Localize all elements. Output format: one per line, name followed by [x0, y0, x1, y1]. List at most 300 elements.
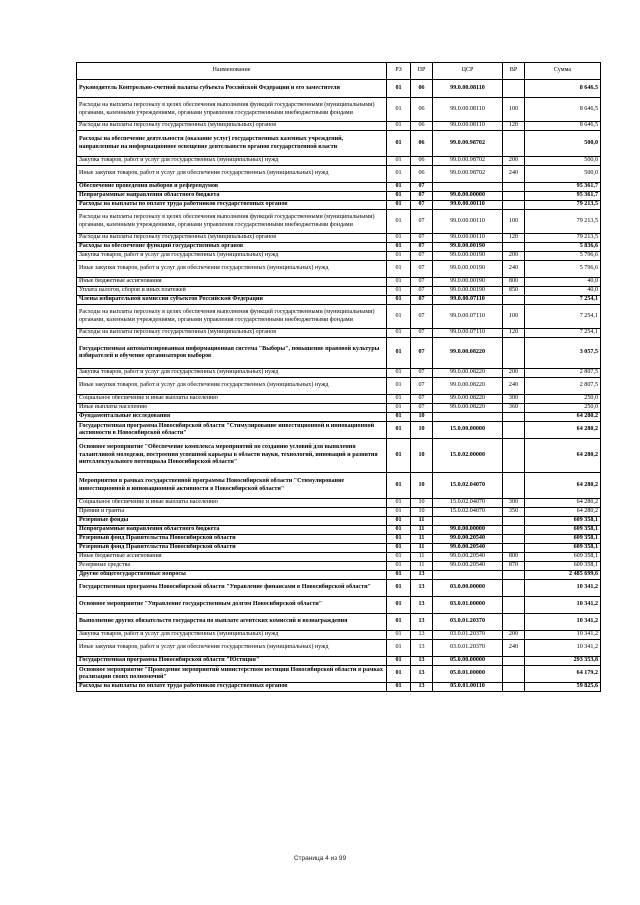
cell-name: Расходы на выплаты персоналу в целях обеспечения выполнения функций государственными (муниципальными) органами, казенными учреждениями, органами управления государственными внебюджетными фондами [77, 98, 387, 122]
cell-csr: 99.0.00.00000 [433, 526, 503, 535]
cell-csr: 03.0.01.00000 [433, 597, 503, 614]
cell-sum: 10 341,2 [525, 597, 601, 614]
page-number: Страница 4 из 99 [293, 855, 347, 862]
cell-csr [433, 183, 503, 192]
cell-name: Основное мероприятие "Проведение мероприятий министерством юстиции Новосибирской области в рамках реализации своих полномочий" [77, 666, 387, 683]
cell-csr: 99.0.00.08220 [433, 404, 503, 413]
cell-sum: 95 361,7 [525, 183, 601, 192]
cell-rz: 01 [387, 98, 411, 122]
cell-name: Иные закупки товаров, работ и услуг для обеспечения государственных (муниципальных) нужд [77, 378, 387, 395]
cell-pr: 06 [411, 157, 433, 166]
cell-sum: 2 485 699,6 [525, 571, 601, 580]
table-row [77, 378, 601, 395]
cell-sum: 609 358,1 [525, 562, 601, 571]
cell-name: Руководитель Контрольно-счетной палаты субъекта Российской Федерации и его заместители [77, 80, 387, 98]
table-row [77, 234, 601, 243]
cell-pr: 13 [411, 631, 433, 640]
cell-csr: 99.0.00.00190 [433, 243, 503, 252]
cell-sum: 293 353,8 [525, 657, 601, 666]
cell-vr [503, 192, 525, 201]
cell-rz: 01 [387, 473, 411, 499]
table-row [77, 631, 601, 640]
table-row [77, 122, 601, 131]
cell-name: Непрограммные направления областного бюджета [77, 526, 387, 535]
cell-csr: 99.0.00.20540 [433, 562, 503, 571]
cell-pr: 11 [411, 526, 433, 535]
cell-vr: 800 [503, 278, 525, 287]
cell-vr [503, 338, 525, 369]
cell-csr: 03.0.00.00000 [433, 580, 503, 597]
cell-pr: 07 [411, 369, 433, 378]
table-row [77, 296, 601, 305]
cell-sum: 79 213,5 [525, 201, 601, 210]
cell-name: Резервные фонды [77, 517, 387, 526]
table-row [77, 597, 601, 614]
cell-csr: 03.0.01.20370 [433, 614, 503, 631]
cell-vr: 100 [503, 305, 525, 329]
cell-sum: 609 358,1 [525, 553, 601, 562]
table-row [77, 508, 601, 517]
cell-vr: 800 [503, 553, 525, 562]
cell-sum: 5 796,6 [525, 252, 601, 261]
cell-rz: 01 [387, 553, 411, 562]
cell-rz: 01 [387, 243, 411, 252]
cell-pr: 13 [411, 683, 433, 692]
cell-vr: 240 [503, 166, 525, 183]
cell-sum: 10 341,2 [525, 614, 601, 631]
cell-pr: 07 [411, 261, 433, 278]
cell-name: Иные закупки товаров, работ и услуг для обеспечения государственных (муниципальных) нужд [77, 261, 387, 278]
cell-name: Выполнение других обязательств государства по выплате агентских комиссий и вознаграждения [77, 614, 387, 631]
cell-rz: 01 [387, 683, 411, 692]
cell-csr: 99.0.00.20540 [433, 553, 503, 562]
cell-rz: 01 [387, 252, 411, 261]
cell-rz: 01 [387, 329, 411, 338]
table-row [77, 544, 601, 553]
table-row [77, 614, 601, 631]
cell-sum: 64 179,2 [525, 666, 601, 683]
table-row [77, 499, 601, 508]
cell-rz: 01 [387, 183, 411, 192]
cell-pr: 06 [411, 166, 433, 183]
cell-pr: 07 [411, 329, 433, 338]
table-row [77, 210, 601, 234]
cell-name: Расходы на выплаты персоналу в целях обеспечения выполнения функций государственными (муниципальными) органами, казенными учреждениями, органами управления государственными внебюджетными фондами [77, 210, 387, 234]
cell-pr: 06 [411, 80, 433, 98]
cell-name: Члены избирательной комиссии субъектов Российской Федерации [77, 296, 387, 305]
cell-vr [503, 666, 525, 683]
cell-name: Другие общегосударственные вопросы [77, 571, 387, 580]
cell-csr: 99.0.00.00110 [433, 234, 503, 243]
table-row [77, 157, 601, 166]
cell-pr: 10 [411, 508, 433, 517]
cell-name: Закупка товаров, работ и услуг для государственных (муниципальных) нужд [77, 369, 387, 378]
cell-vr: 100 [503, 210, 525, 234]
cell-sum: 64 280,2 [525, 413, 601, 422]
cell-name: Мероприятия в рамках государственной программы Новосибирской области "Стимулирование инвестиционной и инновационной активности в Новосибирской области" [77, 473, 387, 499]
cell-rz: 01 [387, 439, 411, 473]
cell-name: Расходы на выплаты по оплате труда работников государственных органов [77, 683, 387, 692]
cell-sum: 8 646,5 [525, 98, 601, 122]
cell-pr: 07 [411, 395, 433, 404]
cell-pr: 11 [411, 535, 433, 544]
cell-name: Расходы на выплаты по оплате труда работников государственных органов [77, 201, 387, 210]
cell-vr [503, 580, 525, 597]
cell-vr: 120 [503, 329, 525, 338]
cell-sum: 2 807,5 [525, 369, 601, 378]
cell-vr [503, 243, 525, 252]
cell-rz: 01 [387, 378, 411, 395]
cell-rz: 01 [387, 404, 411, 413]
cell-sum: 10 341,2 [525, 640, 601, 657]
cell-rz: 01 [387, 657, 411, 666]
cell-pr: 10 [411, 413, 433, 422]
cell-sum: 7 254,1 [525, 296, 601, 305]
cell-name: Расходы на выплаты персоналу в целях обеспечения выполнения функций государственными (муниципальными) органами, казенными учреждениями, органами управления государственными внебюджетными фондами [77, 305, 387, 329]
cell-rz: 01 [387, 157, 411, 166]
cell-rz: 01 [387, 305, 411, 329]
cell-rz: 01 [387, 517, 411, 526]
cell-pr: 07 [411, 210, 433, 234]
cell-rz: 01 [387, 614, 411, 631]
cell-csr: 99.0.00.08220 [433, 395, 503, 404]
table-row [77, 80, 601, 98]
cell-rz: 01 [387, 544, 411, 553]
cell-pr: 07 [411, 404, 433, 413]
cell-rz: 01 [387, 192, 411, 201]
cell-csr: 99.0.00.08220 [433, 338, 503, 369]
cell-rz: 01 [387, 535, 411, 544]
table-row [77, 395, 601, 404]
cell-vr: 200 [503, 631, 525, 640]
cell-pr: 11 [411, 517, 433, 526]
cell-vr: 200 [503, 157, 525, 166]
cell-rz: 01 [387, 508, 411, 517]
cell-pr: 06 [411, 122, 433, 131]
cell-rz: 01 [387, 338, 411, 369]
cell-sum: 7 254,1 [525, 305, 601, 329]
cell-rz: 01 [387, 278, 411, 287]
cell-rz: 01 [387, 234, 411, 243]
cell-pr: 11 [411, 562, 433, 571]
cell-csr: 99.0.00.00110 [433, 210, 503, 234]
cell-name: Иные бюджетные ассигнования [77, 553, 387, 562]
cell-rz: 01 [387, 122, 411, 131]
cell-rz: 01 [387, 666, 411, 683]
cell-vr [503, 80, 525, 98]
cell-vr [503, 131, 525, 157]
cell-name: Закупка товаров, работ и услуг для государственных (муниципальных) нужд [77, 631, 387, 640]
cell-rz: 01 [387, 131, 411, 157]
cell-rz: 01 [387, 413, 411, 422]
table-row [77, 287, 601, 296]
cell-sum: 609 358,1 [525, 535, 601, 544]
header-vr: ВР [503, 63, 525, 80]
cell-vr [503, 683, 525, 692]
cell-rz: 01 [387, 422, 411, 439]
cell-vr: 360 [503, 404, 525, 413]
cell-sum: 40,0 [525, 278, 601, 287]
table-row [77, 640, 601, 657]
cell-pr: 13 [411, 666, 433, 683]
cell-csr: 99.0.00.07110 [433, 296, 503, 305]
cell-rz: 01 [387, 166, 411, 183]
cell-csr: 05.0.01.00110 [433, 683, 503, 692]
cell-pr: 07 [411, 234, 433, 243]
cell-name: Иные закупки товаров, работ и услуг для обеспечения государственных (муниципальных) нужд [77, 640, 387, 657]
table-row [77, 338, 601, 369]
table-header-row [77, 63, 601, 80]
cell-csr [433, 413, 503, 422]
table-row [77, 657, 601, 666]
cell-sum: 8 646,5 [525, 80, 601, 98]
cell-vr [503, 571, 525, 580]
cell-pr: 13 [411, 640, 433, 657]
cell-name: Иные выплаты населению [77, 404, 387, 413]
cell-csr: 99.0.00.07110 [433, 305, 503, 329]
table-row [77, 183, 601, 192]
header-sum: Сумма [525, 63, 601, 80]
cell-csr: 99.0.00.00190 [433, 261, 503, 278]
cell-csr [433, 571, 503, 580]
cell-csr: 15.0.02.04070 [433, 499, 503, 508]
cell-sum: 3 057,5 [525, 338, 601, 369]
cell-vr: 350 [503, 508, 525, 517]
cell-vr [503, 535, 525, 544]
cell-vr [503, 201, 525, 210]
cell-sum: 609 358,1 [525, 517, 601, 526]
cell-sum: 250,0 [525, 395, 601, 404]
cell-rz: 01 [387, 296, 411, 305]
cell-vr [503, 657, 525, 666]
header-pr: ПР [411, 63, 433, 80]
cell-csr: 99.0.00.08110 [433, 80, 503, 98]
cell-pr: 07 [411, 252, 433, 261]
table-row [77, 252, 601, 261]
cell-csr: 99.0.00.98702 [433, 131, 503, 157]
cell-pr: 13 [411, 571, 433, 580]
cell-pr: 06 [411, 131, 433, 157]
table-row [77, 526, 601, 535]
cell-pr: 07 [411, 243, 433, 252]
cell-csr: 15.0.02.04070 [433, 473, 503, 499]
cell-csr: 99.0.00.00110 [433, 201, 503, 210]
cell-name: Государственная программа Новосибирской области "Управление финансами в Новосибирской области" [77, 580, 387, 597]
cell-sum: 609 358,1 [525, 526, 601, 535]
cell-pr: 13 [411, 580, 433, 597]
cell-pr: 07 [411, 201, 433, 210]
cell-csr: 99.0.00.98702 [433, 166, 503, 183]
cell-pr: 06 [411, 98, 433, 122]
table-row [77, 413, 601, 422]
cell-pr: 07 [411, 287, 433, 296]
cell-pr: 07 [411, 192, 433, 201]
cell-rz: 01 [387, 499, 411, 508]
cell-sum: 64 280,2 [525, 473, 601, 499]
cell-sum: 8 646,5 [525, 122, 601, 131]
cell-csr: 03.0.01.20370 [433, 631, 503, 640]
cell-csr: 15.0.02.00000 [433, 439, 503, 473]
table-row [77, 666, 601, 683]
table-row [77, 683, 601, 692]
table-row [77, 278, 601, 287]
cell-pr: 10 [411, 473, 433, 499]
cell-name: Социальное обеспечение и иные выплаты населению [77, 499, 387, 508]
cell-rz: 01 [387, 287, 411, 296]
cell-csr: 15.0.00.00000 [433, 422, 503, 439]
cell-sum: 64 280,2 [525, 499, 601, 508]
table-row [77, 192, 601, 201]
cell-vr [503, 597, 525, 614]
cell-sum: 10 341,2 [525, 631, 601, 640]
cell-name: Резервные средства [77, 562, 387, 571]
cell-name: Расходы на выплаты персоналу государственных (муниципальных) органов [77, 122, 387, 131]
cell-vr [503, 517, 525, 526]
table-row [77, 369, 601, 378]
cell-csr: 99.0.00.08110 [433, 98, 503, 122]
cell-vr: 240 [503, 640, 525, 657]
cell-rz: 01 [387, 571, 411, 580]
table-row [77, 404, 601, 413]
cell-rz: 01 [387, 395, 411, 404]
cell-vr [503, 296, 525, 305]
cell-rz: 01 [387, 201, 411, 210]
cell-name: Резервный фонд Правительства Новосибирской области [77, 535, 387, 544]
table-row [77, 571, 601, 580]
cell-csr: 03.0.01.20370 [433, 640, 503, 657]
cell-sum: 500,0 [525, 157, 601, 166]
cell-name: Расходы на выплаты персоналу государственных (муниципальных) органов [77, 234, 387, 243]
cell-pr: 07 [411, 183, 433, 192]
cell-name: Расходы на обеспечение функций государственных органов [77, 243, 387, 252]
cell-vr: 200 [503, 369, 525, 378]
table-row [77, 553, 601, 562]
cell-pr: 07 [411, 278, 433, 287]
cell-name: Закупка товаров, работ и услуг для государственных (муниципальных) нужд [77, 157, 387, 166]
cell-sum: 5 796,6 [525, 261, 601, 278]
cell-pr: 07 [411, 338, 433, 369]
cell-rz: 01 [387, 597, 411, 614]
cell-pr: 10 [411, 499, 433, 508]
cell-sum: 64 280,2 [525, 508, 601, 517]
cell-name: Фундаментальные исследования [77, 413, 387, 422]
table-row [77, 439, 601, 473]
cell-vr [503, 473, 525, 499]
header-rz: РЗ [387, 63, 411, 80]
cell-pr: 13 [411, 657, 433, 666]
cell-sum: 7 254,1 [525, 329, 601, 338]
cell-name: Основное мероприятие "Управление государственным долгом Новосибирской области" [77, 597, 387, 614]
cell-rz: 01 [387, 631, 411, 640]
cell-sum: 5 836,6 [525, 243, 601, 252]
cell-pr: 11 [411, 553, 433, 562]
cell-name: Государственная автоматизированная информационная система "Выборы", повышение правовой культуры избирателей и обучение организаторов выборов [77, 338, 387, 369]
cell-sum: 10 341,2 [525, 580, 601, 597]
cell-pr: 07 [411, 296, 433, 305]
table-row [77, 422, 601, 439]
cell-csr: 99.0.00.00000 [433, 192, 503, 201]
cell-name: Иные бюджетные ассигнования [77, 278, 387, 287]
cell-vr: 240 [503, 378, 525, 395]
header-csr: ЦСР [433, 63, 503, 80]
cell-name: Государственная программа Новосибирской области "Юстиция" [77, 657, 387, 666]
cell-vr [503, 544, 525, 553]
cell-csr: 05.0.01.00000 [433, 666, 503, 683]
table-body [77, 80, 601, 692]
cell-vr [503, 439, 525, 473]
cell-name: Непрограммные направления областного бюджета [77, 192, 387, 201]
cell-rz: 01 [387, 562, 411, 571]
cell-rz: 01 [387, 369, 411, 378]
cell-csr: 99.0.00.07110 [433, 329, 503, 338]
cell-rz: 01 [387, 261, 411, 278]
cell-name: Иные закупки товаров, работ и услуг для обеспечения государственных (муниципальных) нужд [77, 166, 387, 183]
cell-vr: 200 [503, 252, 525, 261]
cell-name: Премии и гранты [77, 508, 387, 517]
cell-name: Социальное обеспечение и иные выплаты населению [77, 395, 387, 404]
cell-name: Государственная программа Новосибирской области "Стимулирование инвестиционной и инновационной активности в Новосибирской области" [77, 422, 387, 439]
cell-sum: 250,0 [525, 404, 601, 413]
cell-sum: 79 213,5 [525, 210, 601, 234]
header-name: Наименование [77, 63, 387, 80]
table-row [77, 131, 601, 157]
cell-vr: 120 [503, 234, 525, 243]
cell-name: Резервный фонд Правительства Новосибирской области [77, 544, 387, 553]
cell-name: Обеспечение проведения выборов и референдумов [77, 183, 387, 192]
cell-sum: 2 807,5 [525, 378, 601, 395]
table-row [77, 261, 601, 278]
cell-name: Расходы на обеспечение деятельности (оказание услуг) государственных казенных учреждений, направленные на информационное освещение деятельности органов государственной власти [77, 131, 387, 157]
table-row [77, 580, 601, 597]
cell-vr: 300 [503, 395, 525, 404]
cell-rz: 01 [387, 210, 411, 234]
cell-pr: 07 [411, 378, 433, 395]
table-row [77, 535, 601, 544]
cell-csr: 99.0.00.98702 [433, 157, 503, 166]
table-row [77, 305, 601, 329]
cell-vr: 240 [503, 261, 525, 278]
cell-vr [503, 614, 525, 631]
cell-sum: 64 280,2 [525, 439, 601, 473]
cell-pr: 10 [411, 439, 433, 473]
cell-name: Закупка товаров, работ и услуг для государственных (муниципальных) нужд [77, 252, 387, 261]
cell-vr: 870 [503, 562, 525, 571]
cell-vr [503, 422, 525, 439]
cell-pr: 13 [411, 614, 433, 631]
table-row [77, 243, 601, 252]
cell-vr: 120 [503, 122, 525, 131]
cell-sum: 500,0 [525, 166, 601, 183]
cell-csr: 99.0.00.00190 [433, 287, 503, 296]
cell-csr: 99.0.00.20540 [433, 535, 503, 544]
cell-pr: 07 [411, 305, 433, 329]
cell-sum: 500,0 [525, 131, 601, 157]
cell-name: Уплата налогов, сборов и иных платежей [77, 287, 387, 296]
cell-vr [503, 413, 525, 422]
cell-csr: 99.0.00.00190 [433, 278, 503, 287]
cell-sum: 95 361,7 [525, 192, 601, 201]
cell-sum: 40,0 [525, 287, 601, 296]
cell-sum: 609 358,1 [525, 544, 601, 553]
cell-vr: 850 [503, 287, 525, 296]
cell-name: Расходы на выплаты персоналу государственных (муниципальных) органов [77, 329, 387, 338]
table-row [77, 329, 601, 338]
cell-csr: 15.0.02.04070 [433, 508, 503, 517]
cell-rz: 01 [387, 80, 411, 98]
cell-rz: 01 [387, 640, 411, 657]
table-row [77, 517, 601, 526]
cell-csr [433, 517, 503, 526]
